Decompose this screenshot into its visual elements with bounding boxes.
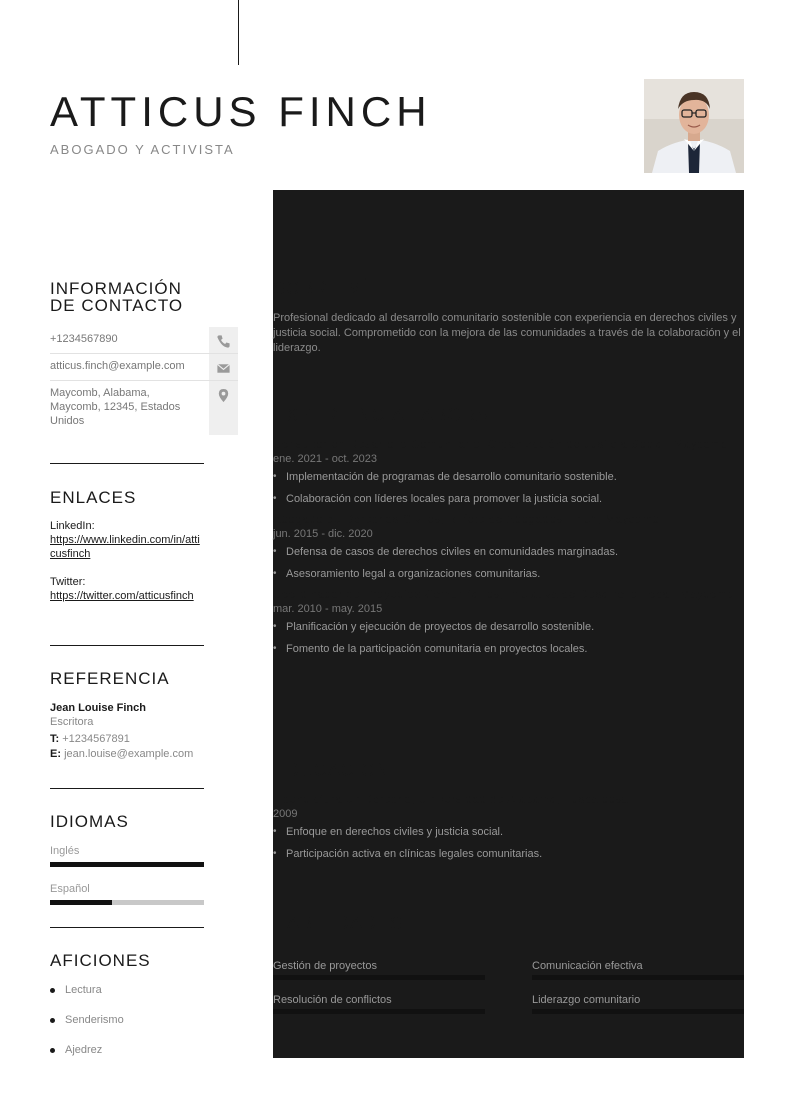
experience-heading: EXPERIENCIA LABORAL bbox=[273, 405, 501, 425]
skill-level-bar bbox=[273, 975, 485, 980]
sidebar-divider bbox=[50, 645, 204, 646]
contact-details bbox=[50, 327, 238, 433]
person-name: ATTICUS FINCH bbox=[50, 88, 432, 135]
reference-phone-label: T: bbox=[50, 733, 60, 745]
section-divider bbox=[273, 889, 744, 890]
skill-level-bar bbox=[532, 975, 744, 980]
about-section bbox=[273, 279, 744, 356]
language-name: Español bbox=[50, 883, 90, 895]
skills-heading: HABILIDADES bbox=[273, 913, 404, 933]
job-title: Coordinador de Proyectos Comunitarios, Iniciativa de Desarrollo Local, Maycomb bbox=[273, 589, 734, 601]
job-dates: jun. 2015 - dic. 2020 bbox=[273, 528, 373, 540]
section-divider bbox=[273, 254, 744, 255]
link-linkedin bbox=[50, 519, 204, 561]
links-section bbox=[50, 489, 204, 603]
job-entry bbox=[273, 513, 744, 581]
reference-email-label: E: bbox=[50, 748, 61, 760]
job-bullets bbox=[273, 620, 744, 656]
link-twitter bbox=[50, 575, 204, 603]
reference-heading: REFERENCIA bbox=[50, 669, 170, 688]
job-dates: mar. 2010 - may. 2015 bbox=[273, 603, 383, 615]
job-title: Consultor en Desarrollo Comunitario, Organización de Justicia Social, Maycomb bbox=[273, 439, 728, 451]
contact-email[interactable]: atticus.finch@example.com bbox=[50, 354, 238, 381]
skill-level-bar bbox=[532, 1009, 744, 1014]
education-year: 2009 bbox=[273, 808, 298, 820]
hobbies-heading: AFICIONES bbox=[50, 951, 151, 970]
contact-heading: INFORMACIÓN bbox=[50, 279, 182, 298]
job-dates: ene. 2021 - oct. 2023 bbox=[273, 453, 377, 465]
contact-section bbox=[50, 280, 204, 314]
skill-name: Gestión de proyectos bbox=[273, 960, 377, 972]
languages-heading: IDIOMAS bbox=[50, 812, 129, 831]
job-entry bbox=[273, 588, 744, 656]
education-bullet: • Enfoque en derechos civiles y justicia social. bbox=[273, 825, 744, 839]
skill-item bbox=[532, 959, 744, 980]
sidebar-divider bbox=[50, 463, 204, 464]
profile-photo bbox=[644, 79, 744, 173]
hobby-item: Lectura bbox=[50, 983, 204, 997]
contact-phone[interactable]: +1234567890 bbox=[50, 327, 238, 354]
reference-section bbox=[50, 670, 204, 762]
section-divider bbox=[273, 381, 744, 382]
reference-role: Escritora bbox=[50, 716, 94, 728]
sidebar-divider bbox=[50, 788, 204, 789]
about-text: Profesional dedicado al desarrollo comunitario sostenible con experiencia en derechos civiles y justicia social. Comprometido con la mejora de las comunidades a través de la colaboración y el liderazgo. bbox=[273, 312, 741, 354]
job-bullets bbox=[273, 545, 744, 581]
language-item bbox=[50, 844, 204, 867]
job-bullet: • Defensa de casos de derechos civiles en comunidades marginadas. bbox=[273, 545, 744, 559]
linkedin-link[interactable]: https://www.linkedin.com/in/atticusfinch bbox=[50, 534, 200, 560]
skill-name: Liderazgo comunitario bbox=[532, 994, 641, 1006]
contact-address: Maycomb, Alabama, Maycomb, 12345, Estados Unidos bbox=[50, 387, 181, 427]
twitter-link[interactable]: https://twitter.com/atticusfinch bbox=[50, 590, 194, 602]
reference-email bbox=[50, 747, 204, 762]
contact-heading-line2: DE CONTACTO bbox=[50, 296, 184, 315]
hobby-item: Senderismo bbox=[50, 1013, 204, 1027]
link-label: LinkedIn: bbox=[50, 520, 95, 532]
language-level-bar bbox=[50, 862, 204, 867]
education-bullets bbox=[273, 825, 744, 861]
skill-name: Resolución de conflictos bbox=[273, 994, 392, 1006]
link-label: Twitter: bbox=[50, 576, 86, 588]
job-bullet: • Planificación y ejecución de proyectos de desarrollo sostenible. bbox=[273, 620, 744, 634]
job-bullet: • Implementación de programas de desarrollo comunitario sostenible. bbox=[273, 470, 744, 484]
experience-section bbox=[273, 406, 744, 663]
skill-level-bar bbox=[273, 1009, 485, 1014]
education-heading: EDUCACIÓN bbox=[273, 760, 391, 780]
about-heading: SOBRE MÍ bbox=[273, 278, 370, 298]
job-entry bbox=[273, 438, 744, 506]
skills-section bbox=[273, 914, 744, 932]
job-bullet: • Colaboración con líderes locales para promover la justicia social. bbox=[273, 492, 744, 506]
hobby-item: Ajedrez bbox=[50, 1043, 204, 1057]
skill-item bbox=[532, 993, 744, 1014]
reference-name: Jean Louise Finch bbox=[50, 702, 146, 714]
person-title: ABOGADO Y ACTIVISTA bbox=[50, 142, 235, 157]
language-item bbox=[50, 882, 204, 905]
language-name: Inglés bbox=[50, 845, 80, 857]
language-level-fill bbox=[50, 862, 204, 867]
sidebar-divider bbox=[50, 927, 204, 928]
education-section bbox=[273, 761, 744, 868]
reference-phone bbox=[50, 732, 204, 747]
language-level-bar bbox=[50, 900, 204, 905]
job-bullet: • Asesoramiento legal a organizaciones comunitarias. bbox=[273, 567, 744, 581]
vertical-divider-top bbox=[238, 0, 239, 65]
job-title: Abogado de Derechos Civiles, Bufete de Abogados Finch, Maycomb bbox=[273, 514, 660, 526]
section-divider bbox=[273, 736, 744, 737]
job-bullets bbox=[273, 470, 744, 506]
language-level-fill bbox=[50, 900, 112, 905]
education-bullet: • Participación activa en clínicas legales comunitarias. bbox=[273, 847, 744, 861]
skill-name: Comunicación efectiva bbox=[532, 960, 643, 972]
reference-email-value[interactable]: jean.louise@example.com bbox=[64, 748, 194, 760]
reference-phone-value[interactable]: +1234567891 bbox=[62, 733, 130, 745]
education-degree: Licenciatura en Derecho, Universidad de Alabama, Tuscaloosa bbox=[273, 794, 629, 806]
languages-section bbox=[50, 813, 204, 905]
skill-item bbox=[273, 959, 485, 980]
job-bullet: • Fomento de la participación comunitaria en proyectos locales. bbox=[273, 642, 744, 656]
links-heading: ENLACES bbox=[50, 488, 137, 507]
skill-item bbox=[273, 993, 485, 1014]
hobbies-section bbox=[50, 952, 204, 1057]
